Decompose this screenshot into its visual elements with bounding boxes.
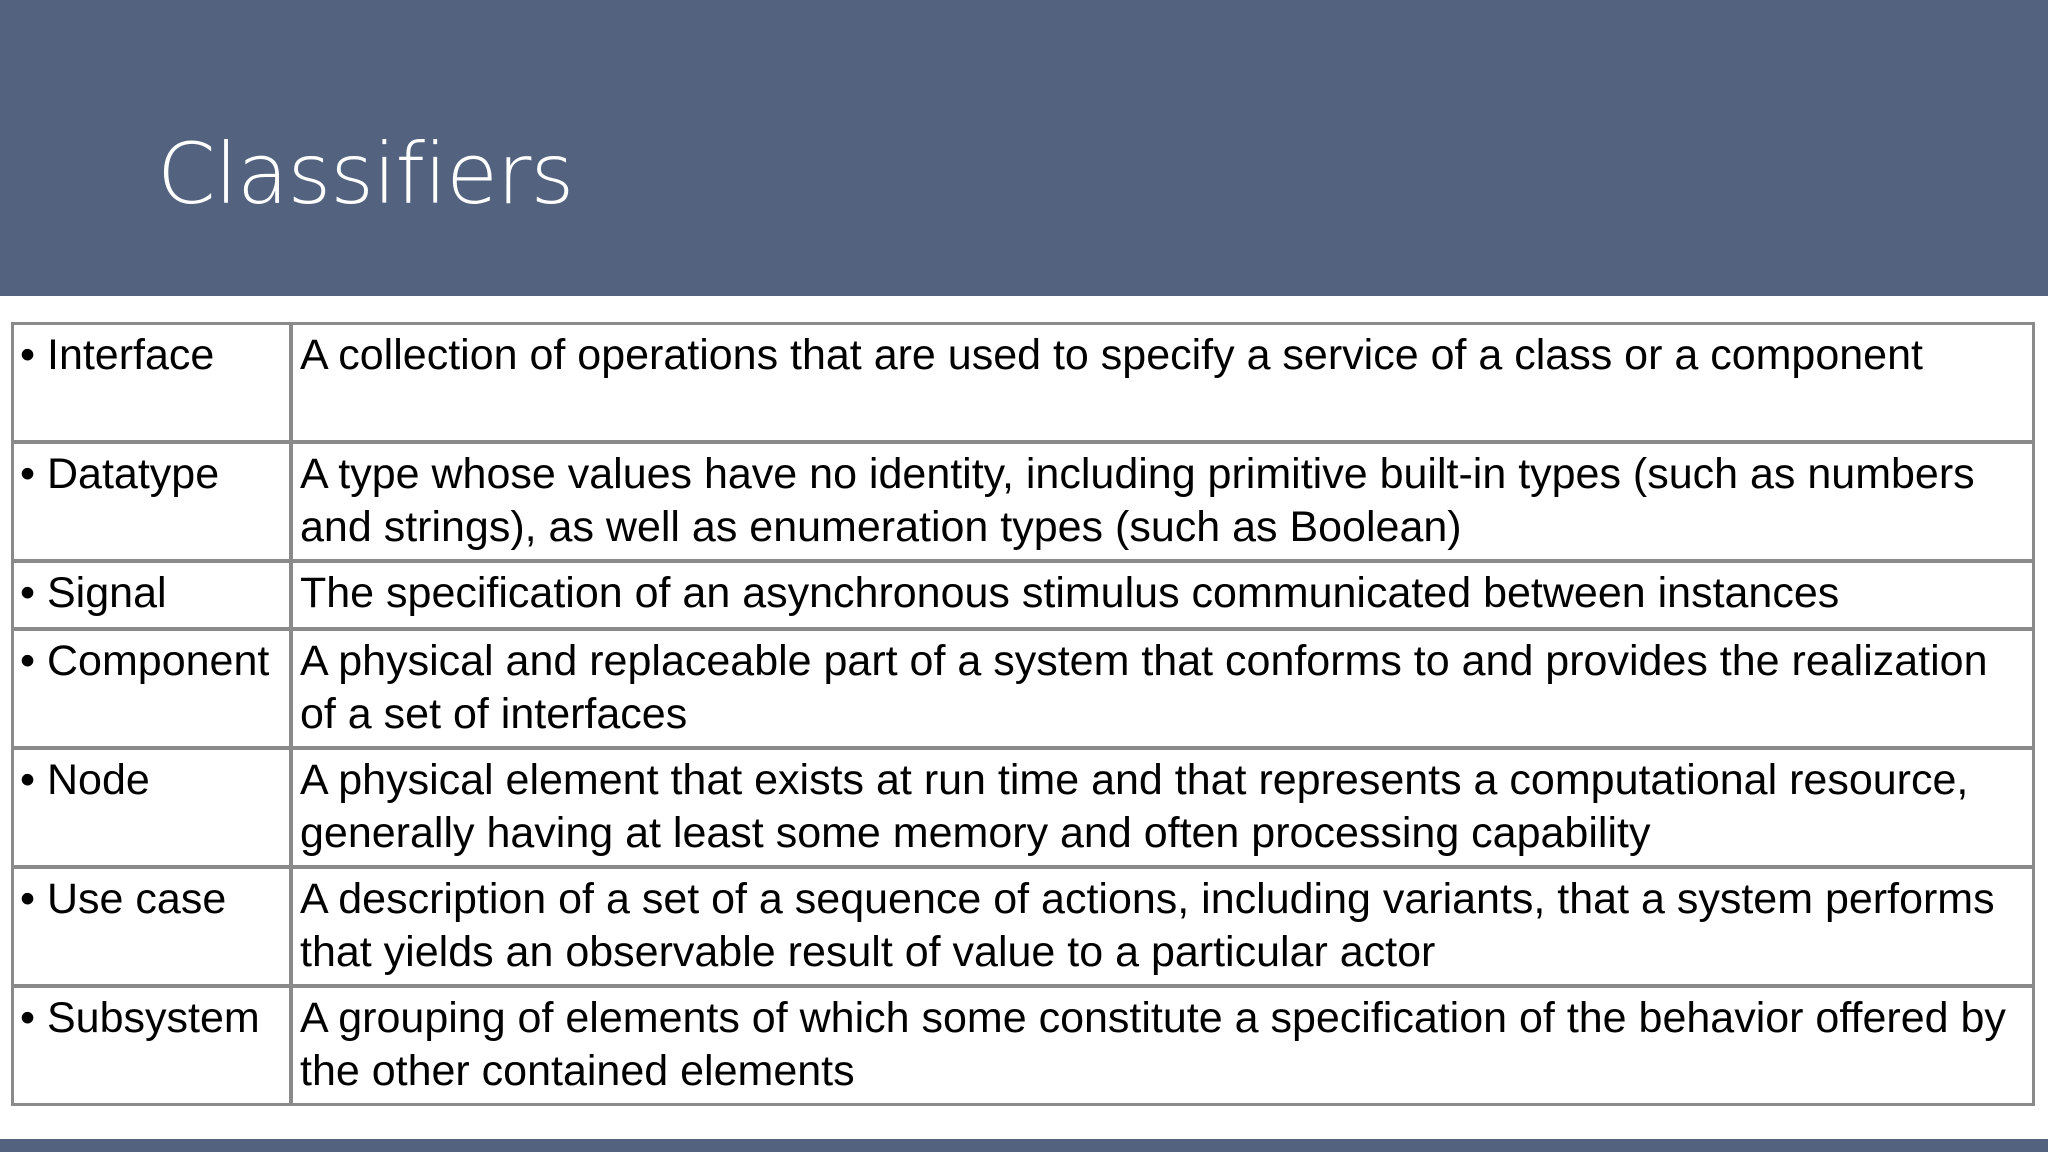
- description-cell: A physical and replaceable part of a system that conforms to and provides the realization of a set of interfaces: [293, 631, 2032, 750]
- description-cell: A collection of operations that are used to specify a service of a class or a component: [293, 325, 2032, 444]
- classifiers-table: [11, 322, 2035, 1106]
- term-cell: • Interface: [14, 325, 293, 444]
- title-banner: [0, 0, 2048, 296]
- term-cell: • Component: [14, 631, 293, 750]
- slide-title: Classifiers: [157, 125, 574, 223]
- description-cell: A physical element that exists at run time and that represents a computational resource, generally having at least some memory and often processing capability: [293, 750, 2032, 869]
- table-row: [14, 869, 2032, 988]
- description-cell: A description of a set of a sequence of actions, including variants, that a system performs that yields an observable result of value to a particular actor: [293, 869, 2032, 988]
- classifiers-table-container: [11, 322, 2035, 1106]
- term-cell: • Node: [14, 750, 293, 869]
- table-row: [14, 563, 2032, 631]
- description-cell: A type whose values have no identity, including primitive built-in types (such as numbers and strings), as well as enumeration types (such as Boolean): [293, 444, 2032, 563]
- table-row: [14, 750, 2032, 869]
- table-row: [14, 325, 2032, 444]
- table-row: [14, 988, 2032, 1103]
- description-cell: The specification of an asynchronous stimulus communicated between instances: [293, 563, 2032, 631]
- term-cell: • Signal: [14, 563, 293, 631]
- description-cell: A grouping of elements of which some constitute a specification of the behavior offered by the other contained elements: [300, 994, 2006, 1095]
- term-cell: • Use case: [14, 869, 293, 988]
- table-row: [14, 444, 2032, 563]
- term-cell: • Subsystem: [14, 988, 293, 1103]
- footer-bar: [0, 1139, 2048, 1152]
- table-row: [14, 631, 2032, 750]
- term-cell: • Datatype: [14, 444, 293, 563]
